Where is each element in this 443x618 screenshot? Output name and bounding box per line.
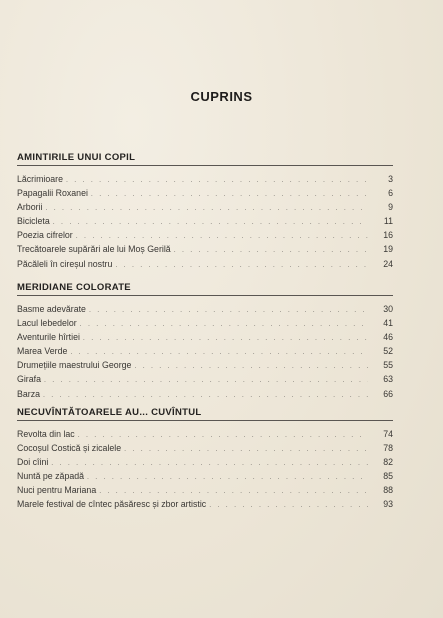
page-title: CUPRINS <box>190 89 253 104</box>
entry-title: Poezia cifrelor <box>17 230 73 241</box>
entry-title: Păcăleli în cireșul nostru <box>17 258 113 269</box>
dot-leader <box>66 174 368 188</box>
toc-entry <box>17 497 393 511</box>
dot-leader <box>91 188 368 202</box>
entry-title: Girafa <box>17 374 41 385</box>
dot-leader <box>43 389 368 403</box>
entry-page: 52 <box>383 346 393 357</box>
dot-leader <box>80 318 368 332</box>
dot-leader <box>51 457 368 471</box>
dot-leader <box>174 244 368 258</box>
toc-entry <box>17 172 393 186</box>
entry-page: 55 <box>383 360 393 371</box>
entry-page: 63 <box>383 374 393 385</box>
toc-entry <box>17 427 393 441</box>
entry-page: 19 <box>383 244 393 255</box>
entry-title: Cocoșul Costică și zicalele <box>17 443 122 454</box>
entry-title: Aventurile hîrtiei <box>17 332 80 343</box>
dot-leader <box>53 216 368 230</box>
dot-leader <box>134 360 368 374</box>
entry-page: 16 <box>383 230 393 241</box>
toc-entry <box>17 214 393 228</box>
toc-entry <box>17 441 393 455</box>
toc-entry <box>17 344 393 358</box>
entry-page: 30 <box>383 304 393 314</box>
entry-title: Nuntă pe zăpadă <box>17 471 85 482</box>
toc-entry <box>17 358 393 372</box>
toc-section <box>17 282 393 401</box>
entry-page: 24 <box>383 258 393 269</box>
entry-page: 66 <box>383 388 393 399</box>
dot-leader <box>115 259 368 273</box>
toc-entry <box>17 257 393 271</box>
dot-leader <box>124 443 368 457</box>
entry-title: Arborii <box>17 202 43 213</box>
entry-page: 3 <box>388 174 393 184</box>
entry-page: 41 <box>383 318 393 329</box>
toc-entry <box>17 469 393 483</box>
toc-entry <box>17 302 393 316</box>
entry-title: Drumețiile maestrului George <box>17 360 132 371</box>
entry-title: Barza <box>17 388 40 399</box>
entry-page: 74 <box>383 429 393 439</box>
entry-title: Marele festival de cîntec păsăresc și zbor artistic <box>17 499 207 510</box>
toc-entry <box>17 242 393 256</box>
dot-leader <box>89 304 368 318</box>
entry-title: Lăcrimioare <box>17 174 63 184</box>
toc-entry <box>17 387 393 401</box>
entry-page: 82 <box>383 457 393 468</box>
toc-entry <box>17 186 393 200</box>
entry-title: Lacul lebedelor <box>17 318 77 329</box>
dot-leader <box>209 499 368 513</box>
dot-leader <box>83 332 368 346</box>
dot-leader <box>87 471 368 485</box>
toc-entry <box>17 228 393 242</box>
toc-entry <box>17 455 393 469</box>
entry-page: 78 <box>383 443 393 454</box>
toc-entry <box>17 316 393 330</box>
toc-entry <box>17 330 393 344</box>
entry-title: Nuci pentru Mariana <box>17 485 97 496</box>
toc-section <box>17 407 393 512</box>
entry-page: 88 <box>383 485 393 496</box>
section-heading: MERIDIANE COLORATE <box>17 282 393 296</box>
toc-entry <box>17 372 393 386</box>
section-heading: NECUVÎNTĂTOARELE AU... CUVÎNTUL <box>17 407 393 421</box>
entry-title: Doi cîini <box>17 457 49 468</box>
entry-page: 11 <box>383 216 393 227</box>
toc-entry <box>17 200 393 214</box>
dot-leader <box>45 202 368 216</box>
entry-page: 9 <box>388 202 393 213</box>
entry-title: Papagalii Roxanei <box>17 188 88 199</box>
entry-title: Trecătoarele supărări ale lui Moș Gerilă <box>17 244 171 255</box>
entry-page: 6 <box>388 188 393 199</box>
entry-page: 93 <box>383 499 393 510</box>
section-heading: AMINTIRILE UNUI COPIL <box>17 152 393 166</box>
toc-section <box>17 152 393 271</box>
entry-title: Marea Verde <box>17 346 68 357</box>
toc-entry <box>17 483 393 497</box>
entry-title: Revolta din lac <box>17 429 75 439</box>
entry-title: Basme adevărate <box>17 304 86 314</box>
entry-title: Bicicleta <box>17 216 50 227</box>
dot-leader <box>44 374 368 388</box>
entry-page: 85 <box>383 471 393 482</box>
entry-page: 46 <box>383 332 393 343</box>
